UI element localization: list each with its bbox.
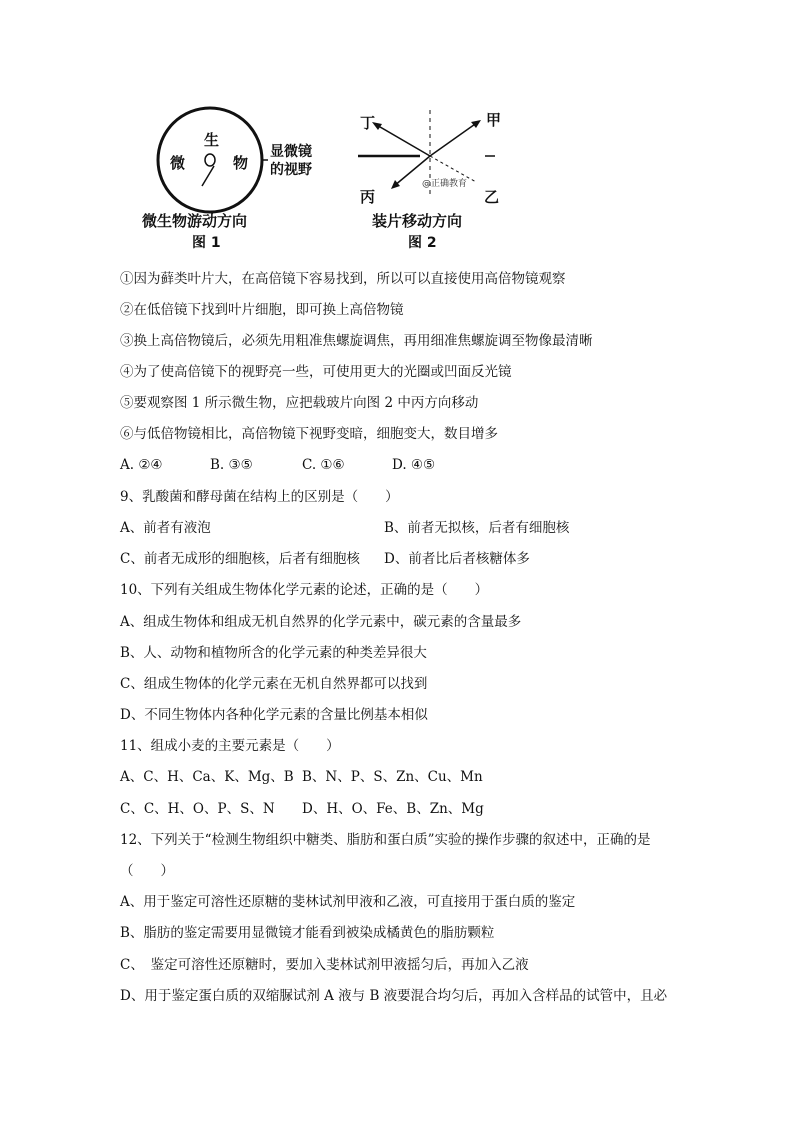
arrow-ding: [375, 124, 430, 156]
q11-option-c: C、C、H、O、P、S、N: [120, 801, 275, 817]
circle-char-wei: 微: [170, 154, 186, 172]
fig2-caption: 装片移动方向: [372, 212, 463, 230]
q8-option-a: A. ②④: [120, 457, 163, 473]
q9-options-row-1: [120, 518, 569, 538]
arrow-jia: [430, 122, 478, 156]
statement-4: ④为了使高倍镜下的视野亮一些，可使用更大的光圈或凹面反光镜: [120, 364, 512, 380]
q11-stem: 11、组成小麦的主要元素是（ ）: [120, 738, 340, 754]
figure-1: [140, 98, 340, 258]
statement-1: ①因为藓类叶片大，在高倍镜下容易找到，所以可以直接使用高倍物镜观察: [120, 271, 566, 287]
q10-option-a: A、组成生物体和组成无机自然界的化学元素中，碳元素的含量最多: [120, 614, 522, 630]
microorganism-icon: [205, 154, 215, 166]
q11-option-d: D、H、O、Fe、B、Zn、Mg: [302, 801, 484, 817]
direction-ding: 丁: [360, 114, 376, 132]
side-label-line2: 的视野: [270, 162, 312, 178]
figure-area: [140, 98, 520, 258]
q9-option-b: B、前者无拟核，后者有细胞核: [384, 520, 570, 536]
circle-char-sheng: 生: [204, 131, 220, 149]
direction-bing: 丙: [360, 188, 376, 206]
statement-5: ⑤要观察图 1 所示微生物，应把载玻片向图 2 中丙方向移动: [120, 395, 479, 411]
statement-6: ⑥与低倍物镜相比，高倍物镜下视野变暗，细胞变大，数目增多: [120, 426, 498, 442]
microorganism-tail: [202, 166, 214, 186]
direction-jia: 甲: [486, 111, 502, 129]
q8-option-b: B. ③⑤: [210, 457, 253, 473]
q12-blank: （ ）: [120, 863, 174, 879]
fig1-label: 图 1: [192, 235, 221, 251]
fig1-caption: 微生物游动方向: [142, 212, 248, 230]
q11-options-row-2: [120, 799, 484, 819]
q11-option-b: B、N、P、S、Zn、Cu、Mn: [302, 769, 483, 785]
q12-option-c: C、 鉴定可溶性还原糖时，要加入斐林试剂甲液摇匀后，再加入乙液: [120, 957, 529, 973]
q10-option-b: B、人、动物和植物所含的化学元素的种类差异很大: [120, 645, 427, 661]
q10-option-c: C、组成生物体的化学元素在无机自然界都可以找到: [120, 676, 428, 692]
watermark-text: @正确教育: [422, 179, 468, 189]
q8-option-d: D. ④⑤: [392, 457, 436, 473]
q9-stem: 9、乳酸菌和酵母菌在结构上的区别是（ ）: [120, 489, 399, 505]
q11-options-row-1: [120, 767, 483, 787]
q9-option-c: C、前者无成形的细胞核，后者有细胞核: [120, 551, 360, 567]
q12-option-a: A、用于鉴定可溶性还原糖的斐林试剂甲液和乙液，可直接用于蛋白质的鉴定: [120, 894, 576, 910]
q9-options-row-2: [120, 549, 530, 569]
figure-2: [350, 98, 520, 258]
circle-char-wu: 物: [233, 154, 249, 172]
q10-option-d: D、不同生物体内各种化学元素的含量比例基本相似: [120, 707, 428, 723]
statement-2: ②在低倍镜下找到叶片细胞，即可换上高倍物镜: [120, 302, 404, 318]
side-label-line1: 显微镜: [270, 144, 312, 160]
q8-option-c: C. ①⑥: [302, 457, 345, 473]
q12-option-d: D、用于鉴定蛋白质的双缩脲试剂 A 液与 B 液要混合均匀后，再加入含样品的试管中，且必: [120, 988, 668, 1004]
q9-option-a: A、前者有液泡: [120, 520, 211, 536]
q8-options-row: [120, 455, 435, 475]
fig2-label: 图 2: [408, 235, 437, 251]
q11-option-a: A、C、H、Ca、K、Mg、B: [120, 769, 294, 785]
statement-3: ③换上高倍物镜后，必须先用粗准焦螺旋调焦，再用细准焦螺旋调至物像最清晰: [120, 333, 593, 349]
q9-option-d: D、前者比后者核糖体多: [384, 551, 530, 567]
q12-option-b: B、脂肪的鉴定需要用显微镜才能看到被染成橘黄色的脂肪颗粒: [120, 925, 495, 941]
q12-stem: 12、下列关于“检测生物组织中糖类、脂肪和蛋白质”实验的操作步骤的叙述中，正确的是: [120, 832, 651, 848]
direction-yi: 乙: [484, 188, 500, 206]
q10-stem: 10、下列有关组成生物体化学元素的论述，正确的是（ ）: [120, 582, 489, 598]
